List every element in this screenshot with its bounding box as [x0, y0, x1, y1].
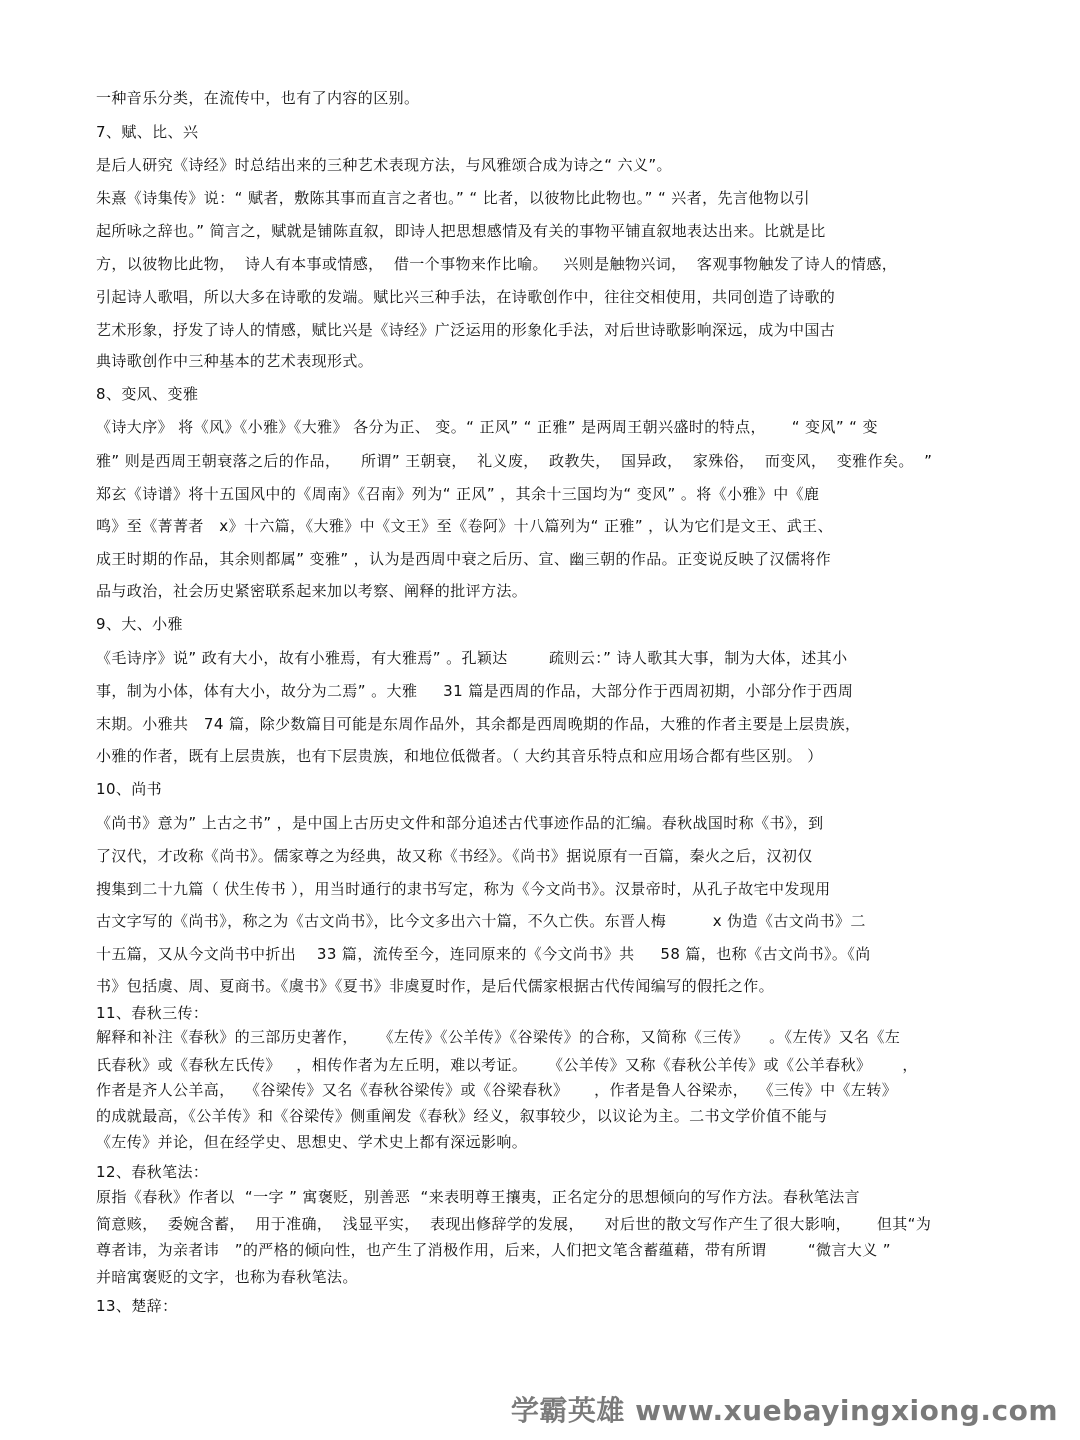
text-line: 一种音乐分类，在流传中，也有了内容的区别。	[96, 89, 420, 107]
text-line: 简意赅， 委婉含蓄， 用于准确， 浅显平实， 表现出修辞学的发展， 对后世的散文写作产生了很大影响， 但其“为	[96, 1215, 932, 1233]
text-line: 搜集到二十九篇（ 伏生传书 ），用当时通行的隶书写定，称为《今文尚书》。汉景帝时，从孔子故宅中发现用	[96, 880, 831, 898]
text-line: 是后人研究《诗经》时总结出来的三种艺术表现方法，与风雅颂合成为诗之“ 六义”。	[96, 156, 672, 174]
text-line: 雅” 则是西周王朝衰落之后的作品， 所谓” 王朝衰， 礼义废， 政教失， 国异政， 家殊俗， 而变风， 变雅作矣。 ”	[96, 452, 933, 470]
text-line: 氏春秋》或《春秋左氏传》 ，相传作者为左丘明，难以考证。 《公羊传》又称《春秋公羊传》或《公羊春秋》 ，	[96, 1056, 918, 1074]
text-line: 小雅的作者，既有上层贵族，也有下层贵族，和地位低微者。（ 大约其音乐特点和应用场合都有些区别。 ）	[96, 747, 823, 765]
text-line: 方，以彼物比此物， 诗人有本事或情感， 借一个事物来作比喻。 兴则是触物兴词， 客观事物触发了诗人的情感，	[96, 255, 898, 273]
text-line: 典诗歌创作中三种基本的艺术表现形式。	[96, 352, 374, 370]
section-heading: 8、变风、变雅	[96, 385, 199, 403]
section-heading: 10、尚书	[96, 780, 163, 798]
section-heading: 9、大、小雅	[96, 615, 183, 633]
text-line: 古文字写的《尚书》，称之为《古文尚书》，比今文多出六十篇，不久亡佚。东晋人梅 x 伪造《古文尚书》二	[96, 912, 866, 930]
text-line: 成王时期的作品，其余则都属” 变雅” ，认为是西周中衰之后历、宣、幽三朝的作品。正变说反映了汉儒将作	[96, 550, 832, 568]
text-line: 解释和补注《春秋》的三部历史著作， 《左传》《公羊传》《谷梁传》的合称，又简称《三传》 。《左传》又名《左	[96, 1028, 901, 1046]
text-line: 书》包括虞、周、夏商书。《虞书》《夏书》非虞夏时作，是后代儒家根据古代传闻编写的假托之作。	[96, 977, 775, 995]
text-line: 《毛诗序》说” 政有大小，故有小雅焉，有大雅焉” 。孔颖达 疏则云：” 诗人歌其大事，制为大体，述其小	[96, 649, 848, 667]
text-line: 十五篇，又从今文尚书中折出 33 篇，流传至今，连同原来的《今文尚书》共 58 篇，也称《古文尚书》。《尚	[96, 945, 871, 963]
text-line: 《诗大序》 将《风》《小雅》《大雅》 各分为正、 变。“ 正风” “ 正雅” 是两周王朝兴盛时的特点， “ 变风” “ 变	[96, 418, 878, 436]
section-heading: 7、赋、比、兴	[96, 123, 199, 141]
text-line: 引起诗人歌唱，所以大多在诗歌的发端。赋比兴三种手法，在诗歌创作中，往往交相使用，共同创造了诗歌的	[96, 288, 836, 306]
text-line: 并暗寓褒贬的文字，也称为春秋笔法。	[96, 1268, 358, 1286]
section-heading: 11、春秋三传：	[96, 1004, 209, 1022]
text-line: 末期。小雅共 74 篇，除少数篇目可能是东周作品外，其余都是西周晚期的作品，大雅的作者主要是上层贵族，	[96, 715, 861, 733]
text-line: 尊者讳，为亲者讳 ”的严格的倾向性，也产生了消极作用，后来，人们把文笔含蓄蕴藉，带有所谓 “微言大义 ”	[96, 1241, 891, 1259]
text-line: 起所咏之辞也。” 简言之，赋就是铺陈直叙，即诗人把思想感情及有关的事物平铺直叙地表达出来。比就是比	[96, 222, 826, 240]
text-line: 朱熹《诗集传》说：“ 赋者，敷陈其事而直言之者也。” “ 比者，以彼物比此物也。” “ 兴者，先言他物以引	[96, 189, 810, 207]
text-line: 鸣》至《菁菁者 x》十六篇，《大雅》中《文王》至《卷阿》十八篇列为“ 正雅” ，认为它们是文王、武王、	[96, 517, 833, 535]
text-line: 的成就最高，《公羊传》和《谷梁传》侧重阐发《春秋》经义，叙事较少，以议论为主。二书文学价值不能与	[96, 1107, 828, 1125]
text-line: 品与政治，社会历史紧密联系起来加以考察、阐释的批评方法。	[96, 582, 528, 600]
text-line: 原指《春秋》作者以 “一字 ” 寓褒贬，别善恶 “来表明尊王攘夷，正名定分的思想倾向的写作方法。春秋笔法言	[96, 1188, 860, 1206]
text-line: 事，制为小体，体有大小，故分为二焉” 。大雅 31 篇是西周的作品，大部分作于西周初期，小部分作于西周	[96, 682, 854, 700]
text-line: 《左传》并论，但在经学史、思想史、学术史上都有深远影响。	[96, 1133, 528, 1151]
section-heading: 13、楚辞：	[96, 1297, 178, 1315]
text-line: 《尚书》意为” 上古之书” ，是中国上古历史文件和部分追述古代事迹作品的汇编。春秋战国时称《书》，到	[96, 814, 824, 832]
section-heading: 12、春秋笔法：	[96, 1163, 209, 1181]
text-line: 了汉代，才改称《尚书》。儒家尊之为经典，故又称《书经》。《尚书》据说原有一百篇，秦火之后，汉初仅	[96, 847, 813, 865]
text-line: 艺术形象，抒发了诗人的情感，赋比兴是《诗经》广泛运用的形象化手法，对后世诗歌影响深远，成为中国古	[96, 321, 836, 339]
watermark: 学霸英雄 www.xuebayingxiong.com	[510, 1394, 1058, 1427]
text-line: 郑玄《诗谱》将十五国风中的《周南》《召南》列为“ 正风” ，其余十三国均为“ 变风” 。将《小雅》中《鹿	[96, 485, 820, 503]
text-line: 作者是齐人公羊高， 《谷梁传》又名《春秋谷梁传》或《谷梁春秋》 ，作者是鲁人谷梁赤， 《三传》中《左转》	[96, 1081, 898, 1099]
